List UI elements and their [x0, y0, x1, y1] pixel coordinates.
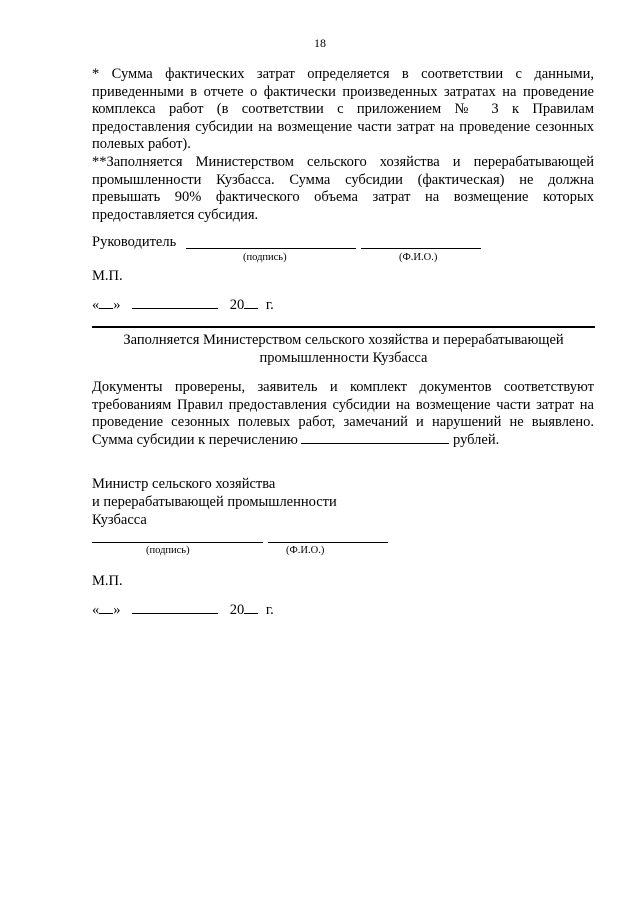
minister-name-field[interactable] [268, 542, 388, 543]
year-prefix: 20 [229, 297, 245, 313]
currency-label: рублей. [453, 431, 500, 448]
head-stamp-label: М.П. [92, 268, 123, 284]
ministry-verification-text [92, 379, 594, 449]
minister-signature-field[interactable] [92, 542, 263, 543]
minister-date-line [92, 601, 274, 619]
footnote-actual-costs: * Сумма фактических затрат определяется в соответствии с данными, приведенными в отчете о фактически произведенных затратах на проведение комплекса работ (в соответствии с приложением № 3 к Правилам предоставления субсидии на возмещение части затрат на проведение сезонных полевых работ). [92, 66, 594, 153]
ministry-heading-line1: Заполняется Министерством сельского хозяйства и перерабатывающей [123, 332, 564, 348]
minister-date-year-field[interactable] [244, 613, 258, 614]
year-prefix: 20 [229, 602, 245, 618]
date-quote-open: « [92, 297, 100, 313]
section-divider [92, 326, 595, 328]
ministry-heading-line2: промышленности Кузбасса [259, 350, 428, 366]
head-date-day-field[interactable] [99, 308, 113, 309]
date-quote-open: « [92, 602, 100, 618]
minister-date-day-field[interactable] [99, 613, 113, 614]
minister-title-line2: и перерабатывающей промышленности [92, 494, 337, 510]
date-quote-close: » [113, 602, 121, 618]
minister-stamp-label: М.П. [92, 573, 123, 589]
minister-title-line3: Кузбасса [92, 512, 147, 528]
minister-signature-caption: (подпись) [146, 545, 190, 556]
minister-name-caption: (Ф.И.О.) [286, 545, 325, 556]
page-number: 18 [314, 36, 326, 50]
footnote-ministry-fill: **Заполняется Министерством сельского хозяйства и перерабатывающей промышленности Кузбасса. Сумма субсидии (фактическая) не должна превышать 90% фактического объема затрат на возмещение которых предоставляется субсидия. [92, 154, 594, 223]
head-date-line [92, 296, 274, 314]
head-date-year-field[interactable] [244, 308, 258, 309]
head-name-caption: (Ф.И.О.) [399, 252, 438, 263]
minister-date-month-field[interactable] [132, 613, 218, 614]
minister-title-line1: Министр сельского хозяйства [92, 476, 276, 492]
head-signature-field[interactable] [186, 248, 356, 249]
date-quote-close: » [113, 297, 121, 313]
head-label: Руководитель [92, 234, 177, 250]
head-name-field[interactable] [361, 248, 481, 249]
head-signature-caption: (подпись) [243, 252, 287, 263]
year-suffix: г. [265, 602, 274, 618]
head-date-month-field[interactable] [132, 308, 218, 309]
verification-body: Документы проверены, заявитель и комплект документов соответствуют требованиям Правил предоставления субсидии на возмещение части затрат на проведение сезонных полевых работ, замечаний и нарушений не выявлено. Сумма субсидии к перечислению [92, 379, 594, 448]
year-suffix: г. [265, 297, 274, 313]
subsidy-amount-field[interactable] [301, 443, 449, 444]
